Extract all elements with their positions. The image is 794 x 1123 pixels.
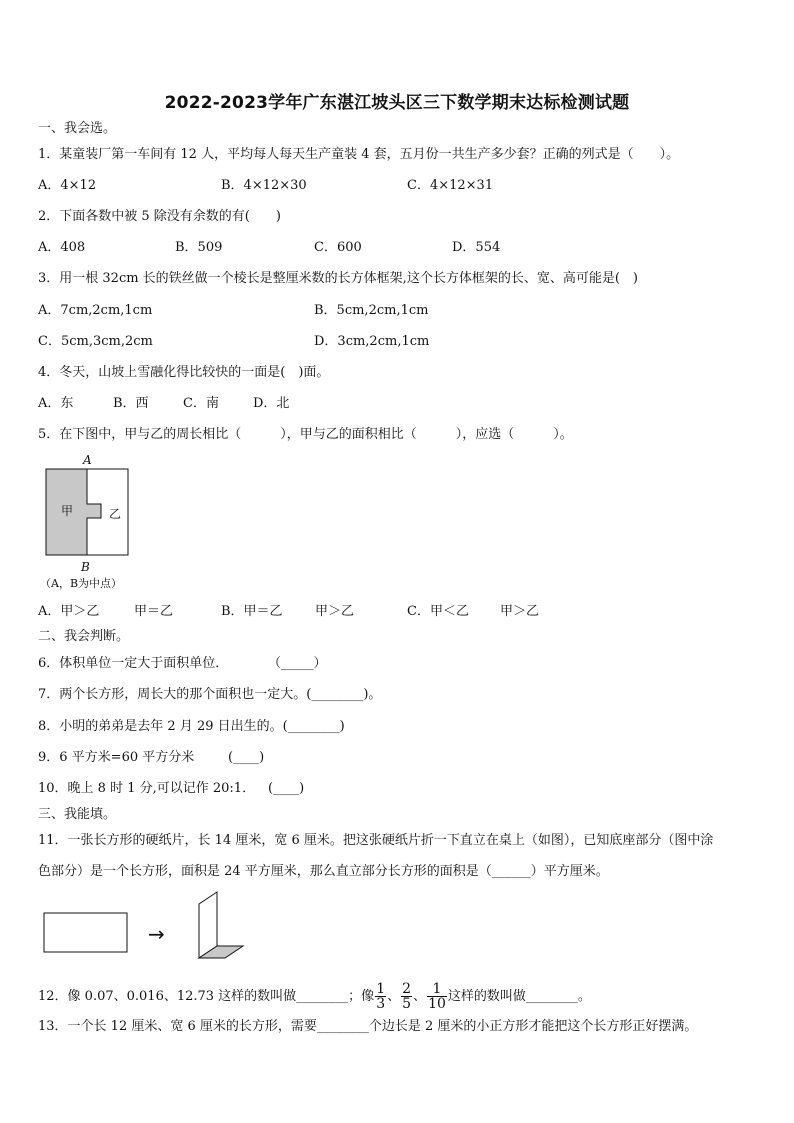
figure-label-a: A <box>83 453 92 467</box>
question-1-stem: 1．某童装厂第一车间有 12 人，平均每人每天生产童装 4 套，五月份一共生产多少套？正确的列式是（ ）。 <box>38 147 680 162</box>
question-3-option-c: C．5cm,3cm,2cm <box>38 334 153 349</box>
question-2-option-a: A．408 <box>38 240 86 255</box>
question-13-stem: 13．一个长 12 厘米、宽 6 厘米的长方形，需要________个边长是 2 厘米的小正方形才能把这个长方形正好摆满。 <box>38 1019 698 1034</box>
question-5-stem: 5．在下图中，甲与乙的周长相比（ ），甲与乙的面积相比（ ），应选（ ）。 <box>38 427 573 442</box>
figure-label-yi: 乙 <box>109 507 122 521</box>
question-1-option-c: C．4×12×31 <box>407 178 494 193</box>
question-2-option-b: B．509 <box>175 240 223 255</box>
question-4-option-d: D．北 <box>253 396 290 411</box>
question-3-stem: 3．用一根 32cm 长的铁丝做一个棱长是整厘米数的长方体框架,这个长方体框架的长、宽、高可能是( ) <box>38 271 638 286</box>
figure-label-jia: 甲 <box>61 504 74 518</box>
question-2-stem: 2．下面各数中被 5 除没有余数的有( ) <box>38 209 281 224</box>
question-12-part-2: 这样的数叫做________。 <box>447 989 591 1004</box>
figure-label-b: B <box>81 560 90 574</box>
question-5-option-b-part2: 甲＞乙 <box>315 604 355 619</box>
question-11-line-1: 11．一张长方形的硬纸片，长 14 厘米，宽 6 厘米。把这张硬纸片折一下直立在桌上（如图），已知底座部分（图中涂 <box>38 833 714 848</box>
section-heading-2: 二、我会判断。 <box>38 629 130 644</box>
page-title: 2022-2023学年广东湛江坡头区三下数学期末达标检测试题 <box>164 93 630 113</box>
folded-card-figure <box>195 890 247 962</box>
question-4-option-a: A．东 <box>38 396 74 411</box>
question-1-option-a: A．4×12 <box>38 178 97 193</box>
question-4-option-c: C．南 <box>183 396 219 411</box>
question-3-option-d: D．3cm,2cm,1cm <box>314 334 430 349</box>
question-2-option-d: D．554 <box>452 240 501 255</box>
question-9-answer[interactable]: (____) <box>228 750 265 765</box>
fraction-two-fifths: $\frac{2}{5}$ <box>402 981 412 1012</box>
question-12-separator-1: 、 <box>387 989 401 1004</box>
question-9-stem: 9．6 平方米=60 平方分米 <box>38 750 195 765</box>
question-5-option-b: B．甲＝乙 <box>221 604 283 619</box>
fraction-one-third: $\frac{1}{3}$ <box>376 981 386 1012</box>
question-6-answer[interactable]: （_____） <box>268 656 327 671</box>
question-10-answer[interactable]: (____) <box>268 781 305 796</box>
question-3-option-a: A．7cm,2cm,1cm <box>38 303 153 318</box>
question-12-separator-2: 、 <box>413 989 427 1004</box>
question-4-option-b: B．西 <box>113 396 149 411</box>
question-10-stem: 10．晚上 8 时 1 分,可以记作 20:1． <box>38 781 256 796</box>
question-5-option-a: A．甲＞乙 <box>38 604 100 619</box>
question-5-option-c-part2: 甲＞乙 <box>500 604 540 619</box>
question-3-option-b: B．5cm,2cm,1cm <box>314 303 429 318</box>
fraction-one-tenth: $\frac{1}{10}$ <box>428 981 446 1012</box>
section-heading-1: 一、我会选。 <box>38 121 117 136</box>
question-12 <box>38 982 591 1011</box>
question-5-option-a-part2: 甲＝乙 <box>134 604 174 619</box>
question-4-stem: 4．冬天，山坡上雪融化得比较快的一面是( )面。 <box>38 365 330 380</box>
question-6-stem: 6．体积单位一定大于面积单位． <box>38 656 229 671</box>
question-7-stem: 7．两个长方形，周长大的那个面积也一定大。(________)。 <box>38 687 382 702</box>
question-1-option-b: B．4×12×30 <box>221 178 307 193</box>
arrow-right-icon: → <box>148 922 165 946</box>
question-2-option-c: C．600 <box>314 240 362 255</box>
flat-card-rectangle <box>43 912 129 954</box>
figure-note: （A，B为中点） <box>40 577 123 590</box>
question-12-part-1: 12．像 0.07、0.016、12.73 这样的数叫做________；像 <box>38 989 375 1004</box>
question-5-option-c: C．甲＜乙 <box>407 604 469 619</box>
question-11-line-2: 色部分）是一个长方形，面积是 24 平方厘米，那么直立部分长方形的面积是（______）平方厘米。 <box>38 864 609 879</box>
question-8-stem: 8．小明的弟弟是去年 2 月 29 日出生的。(________) <box>38 719 345 734</box>
section-heading-3: 三、我能填。 <box>38 807 117 822</box>
